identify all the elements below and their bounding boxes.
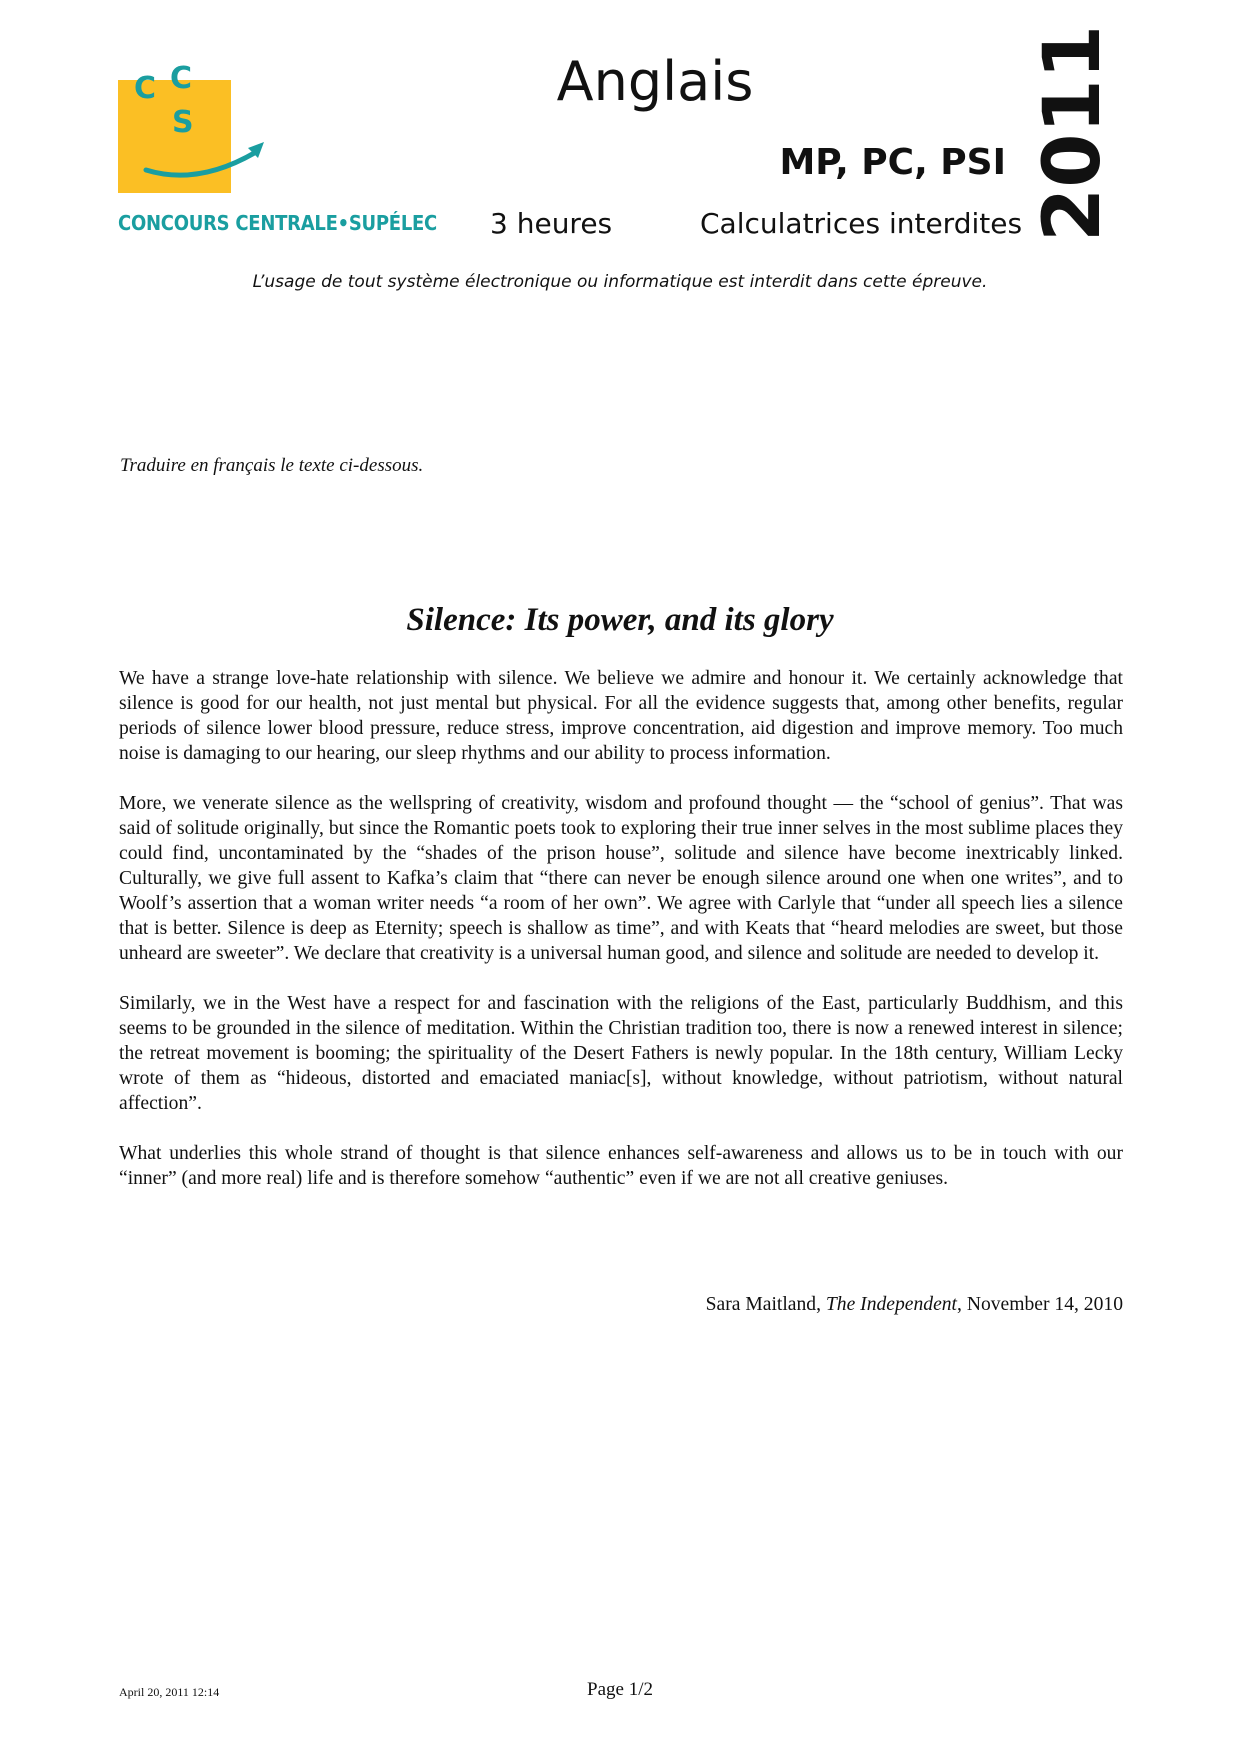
calculator-rule: Calculatrices interdites: [700, 207, 1023, 240]
logo-letter-c2: C: [170, 61, 193, 96]
article-paragraph: We have a strange love-hate relationship with silence. We believe we admire and honour it. We certainly acknowledge that silence is good for our health, not just mental but physical. For all the evidence suggests that, among other benefits, regular periods of silence lower blood pressure, reduce stress, improve concentration, aid digestion and improve memory. Too much noise is damaging to our hearing, our sleep rhythms and our ability to process information.: [119, 668, 1123, 764]
electronics-rule-notice: L’usage de tout système électronique ou informatique est interdit dans cette épreuve.: [252, 272, 988, 292]
footer-timestamp: April 20, 2011 12:14: [119, 1685, 220, 1699]
article-paragraph: More, we venerate silence as the wellspring of creativity, wisdom and profound thought — the “school of genius”. That was said of solitude originally, but since the Romantic poets took to exploring their true inner selves in the most sublime places they could find, uncontaminated by the “shades of the prison house”, solitude and silence have become inextricably linked. Culturally, we give full assent to Kafka’s claim that “there can never be enough silence around one when one writes”, and to Woolf’s assertion that a woman writer needs “a room of her own”. We agree with Carlyle that “under all speech lies a silence that is better. Silence is deep as Eternity; speech is shallow as time”, and with Keats that “heard melodies are sweet, but those unheard are sweeter”. We declare that creativity is a universal human good, and silence and solitude are needed to develop it.: [119, 793, 1123, 964]
article-body: [119, 666, 1123, 1216]
contest-logo: [118, 61, 438, 242]
article-paragraph: What underlies this whole strand of thought is that silence enhances self-awareness and allows us to be in touch with our “inner” (and more real) life and is therefore somehow “authentic” even if we are not all creative geniuses.: [119, 1143, 1123, 1189]
source-author: Sara Maitland,: [705, 1294, 821, 1315]
logo-caption: CONCOURS CENTRALE•SUPÉLEC: [118, 211, 438, 235]
page-number: Page 1/2: [587, 1679, 653, 1700]
exam-streams: MP, PC, PSI: [779, 142, 1006, 183]
logo-letter-c1: C: [134, 71, 157, 106]
article-source: [120, 1292, 1123, 1318]
article-paragraph: Similarly, we in the West have a respect for and fascination with the religions of the East, particularly Buddhism, and this seems to be grounded in the silence of meditation. Within the Christian tradition too, there is now a renewed interest in silence; the retreat movement is booming; the spirituality of the Desert Fathers is newly popular. In the 18th century, William Lecky wrote of them as “hideous, distorted and emaciated maniac[s], without knowledge, without patriotism, without natural affection”.: [119, 993, 1123, 1114]
article-title: Silence: Its power, and its glory: [406, 602, 834, 638]
source-publication: The Independent: [825, 1294, 958, 1315]
exam-year: 2011: [1028, 24, 1118, 242]
exam-duration: 3 heures: [490, 207, 613, 240]
logo-letter-s: S: [172, 105, 194, 140]
source-date: , November 14, 2010: [957, 1294, 1123, 1315]
translation-instruction: Traduire en français le texte ci-dessous.: [120, 455, 424, 476]
logo-graphic: [118, 61, 390, 210]
exam-subject: Anglais: [556, 50, 754, 113]
